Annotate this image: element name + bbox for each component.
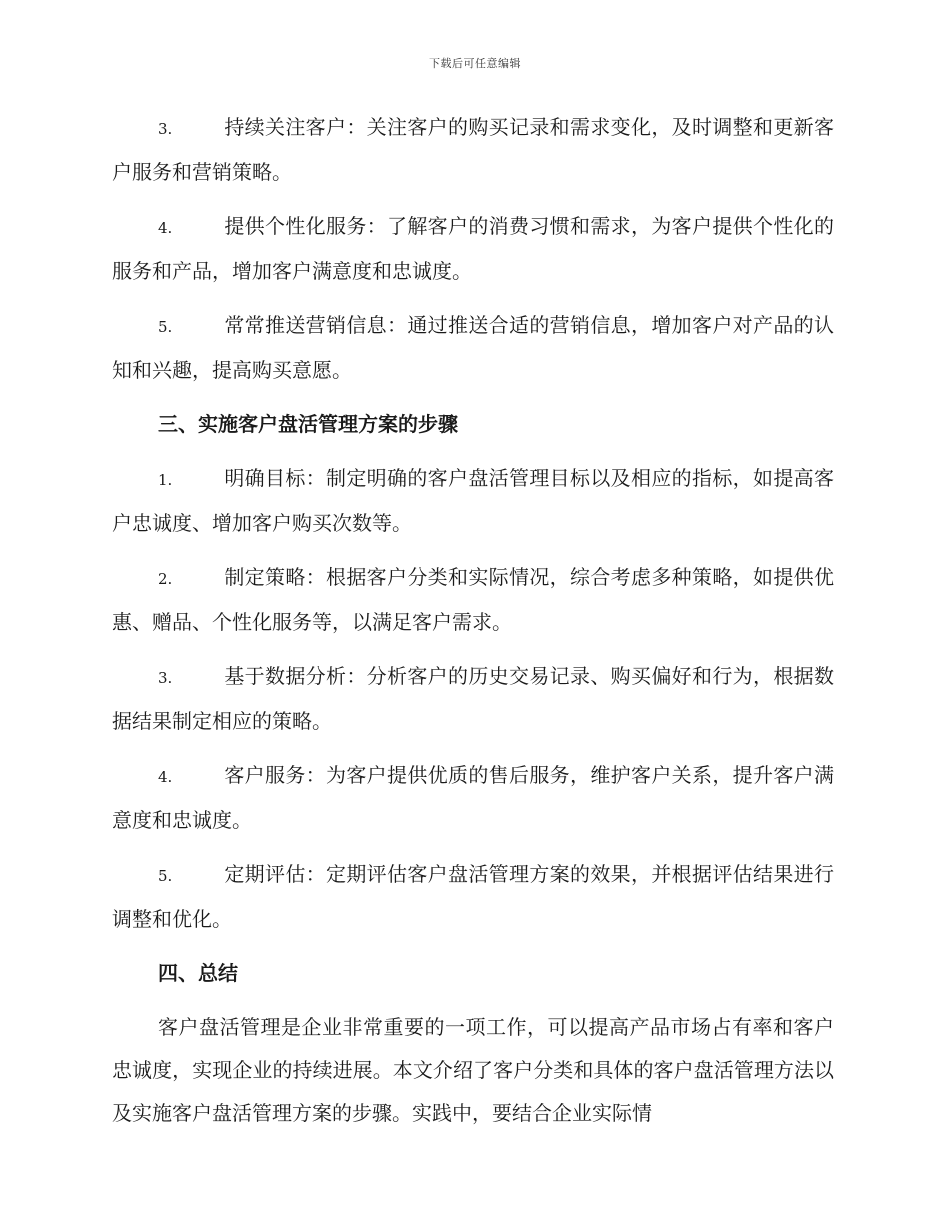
list-item-number: 1. (158, 471, 173, 489)
page-header: 下载后可任意编辑 (429, 57, 521, 70)
list-item (112, 655, 834, 743)
list-item-number: 5. (158, 318, 173, 336)
list-item-text: 制定策略：根据客户分类和实际情况，综合考虑多种策略，如提供优惠、赠品、个性化服务等，以满足客户需求。 (112, 565, 834, 634)
list-item-number: 2. (158, 570, 173, 588)
list-item-text: 基于数据分析：分析客户的历史交易记录、购买偏好和行为，根据数据结果制定相应的策略。 (112, 664, 834, 733)
list-item-number: 3. (158, 120, 173, 138)
list-item (112, 754, 834, 842)
list-item-number: 4. (158, 768, 173, 786)
list-item-number: 3. (158, 669, 173, 687)
list-item-number: 5. (158, 867, 173, 885)
list-item (112, 556, 834, 644)
list-item-text: 定期评估：定期评估客户盘活管理方案的效果，并根据评估结果进行调整和优化。 (112, 862, 834, 931)
list-item-text: 提供个性化服务：了解客户的消费习惯和需求，为客户提供个性化的服务和产品，增加客户满意度和忠诚度。 (112, 214, 834, 283)
summary-paragraph: 客户盘活管理是企业非常重要的一项工作，可以提高产品市场占有率和客户忠诚度，实现企业的持续进展。本文介绍了客户分类和具体的客户盘活管理方法以及实施客户盘活管理方案的步骤。实践中，要结合企业实际情 (112, 1015, 834, 1125)
list-item (112, 457, 834, 545)
list-item (112, 106, 834, 194)
list-item (112, 853, 834, 941)
list-item (112, 205, 834, 293)
list-item-text: 客户服务：为客户提供优质的售后服务，维护客户关系，提升客户满意度和忠诚度。 (112, 763, 834, 832)
section-heading: 三、实施客户盘活管理方案的步骤 (158, 412, 458, 436)
list-item (112, 304, 834, 392)
list-item-text: 持续关注客户：关注客户的购买记录和需求变化，及时调整和更新客户服务和营销策略。 (112, 115, 834, 184)
section-heading: 四、总结 (158, 961, 238, 985)
list-item-text: 常常推送营销信息：通过推送合适的营销信息，增加客户对产品的认知和兴趣，提高购买意愿。 (112, 313, 834, 382)
document-body (112, 106, 834, 1135)
list-item-text: 明确目标：制定明确的客户盘活管理目标以及相应的指标，如提高客户忠诚度、增加客户购买次数等。 (112, 466, 834, 535)
list-item-number: 4. (158, 219, 173, 237)
